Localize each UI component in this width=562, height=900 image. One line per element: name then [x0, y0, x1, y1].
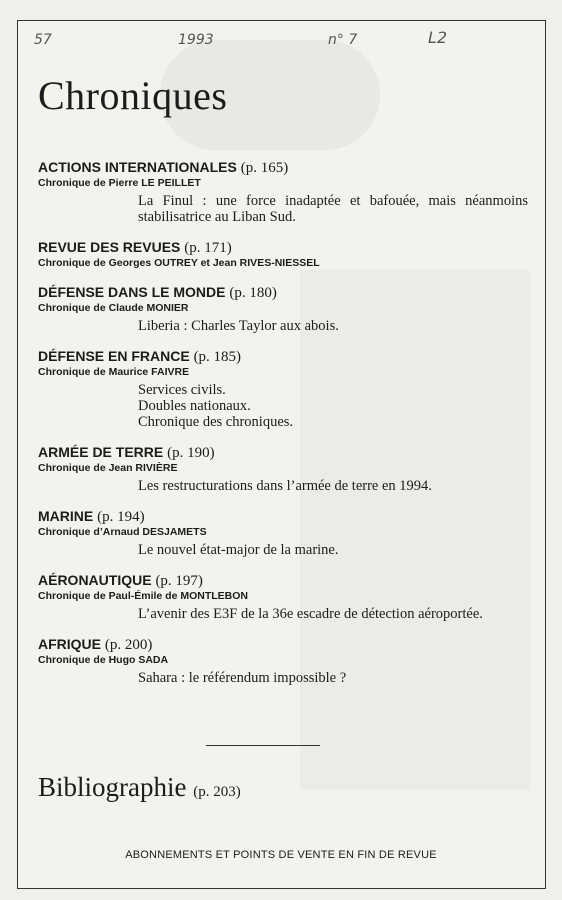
section-name: AÉRONAUTIQUE: [38, 572, 152, 588]
section-item: Services civils.: [138, 382, 226, 398]
section-item: Le nouvel état-major de la marine.: [138, 542, 339, 558]
section-page: (p. 180): [229, 285, 277, 301]
section-author: Chronique de Maurice FAIVRE: [38, 366, 190, 378]
section-name: MARINE: [38, 508, 94, 524]
section-author: Chronique de Hugo SADA: [38, 654, 169, 666]
section-items: [138, 318, 528, 334]
section-item: Les restructurations dans l’armée de terre en 1994.: [138, 478, 432, 494]
section-name: DÉFENSE DANS LE MONDE: [38, 284, 226, 300]
section-name: ARMÉE DE TERRE: [38, 444, 164, 460]
section-items: [138, 542, 528, 558]
section-author: Chronique de Paul-Émile de MONTLEBON: [38, 590, 249, 602]
section-heading: [38, 158, 528, 177]
section-author: Chronique de Pierre LE PEILLET: [38, 177, 201, 189]
section-item: Chronique des chroniques.: [138, 414, 294, 430]
section-heading: [38, 347, 528, 366]
handwritten-annotation: L2: [428, 28, 448, 47]
section-item: Doubles nationaux.: [138, 398, 251, 414]
chronicle-section: [38, 507, 528, 558]
section-item: L’avenir des E3F de la 36e escadre de détection aéroportée.: [138, 606, 483, 622]
section-items: [138, 193, 528, 225]
section-item: La Finul : une force inadaptée et bafouée, mais néanmoins stabilisatrice au Liban Sud.: [138, 193, 528, 225]
section-heading: [38, 571, 528, 590]
section-page: (p. 194): [97, 509, 145, 525]
bibliography-heading: [38, 772, 241, 803]
section-name: AFRIQUE: [38, 636, 101, 652]
handwritten-annotation: 1993: [178, 32, 214, 48]
section-page: (p. 197): [155, 573, 203, 589]
section-heading: [38, 635, 528, 654]
section-heading: [38, 443, 528, 462]
section-name: DÉFENSE EN FRANCE: [38, 348, 190, 364]
section-items: [138, 670, 528, 686]
section-items: [138, 606, 528, 622]
section-items: [138, 478, 528, 494]
chronicle-section: [38, 238, 528, 270]
section-page: (p. 165): [240, 160, 289, 176]
section-items: [138, 382, 528, 430]
section-page: (p. 185): [193, 349, 242, 365]
handwritten-annotation: 57: [34, 32, 52, 48]
separator-rule: [206, 745, 320, 746]
chronicle-section: [38, 347, 528, 430]
chronicle-section: [38, 158, 528, 225]
chronicle-section: [38, 443, 528, 494]
chronicle-section: [38, 635, 528, 686]
section-page: (p. 190): [167, 445, 215, 461]
section-page: (p. 171): [184, 240, 232, 256]
section-page: (p. 200): [104, 637, 153, 653]
section-author: Chronique d’Arnaud DESJAMETS: [38, 526, 207, 538]
chronicles-list: [38, 158, 528, 699]
page-title: Chroniques: [38, 73, 228, 118]
chronicle-section: [38, 571, 528, 622]
section-name: REVUE DES REVUES: [38, 239, 181, 255]
section-item: Sahara : le référendum impossible ?: [138, 670, 347, 686]
chronicle-section: [38, 283, 528, 334]
section-author: Chronique de Claude MONIER: [38, 302, 189, 314]
section-name: ACTIONS INTERNATIONALES: [38, 159, 237, 175]
section-author: Chronique de Jean RIVIÈRE: [38, 462, 178, 474]
footer-note: ABONNEMENTS ET POINTS DE VENTE EN FIN DE REVUE: [125, 849, 437, 861]
section-heading: [38, 238, 528, 257]
section-author: Chronique de Georges OUTREY et Jean RIVES-NIESSEL: [38, 257, 320, 269]
section-item: Liberia : Charles Taylor aux abois.: [138, 318, 339, 334]
section-heading: [38, 507, 528, 526]
section-heading: [38, 283, 528, 302]
handwritten-annotation: n° 7: [328, 32, 358, 48]
bibliography-label: Bibliographie: [38, 772, 187, 802]
bibliography-page: (p. 203): [193, 784, 241, 800]
